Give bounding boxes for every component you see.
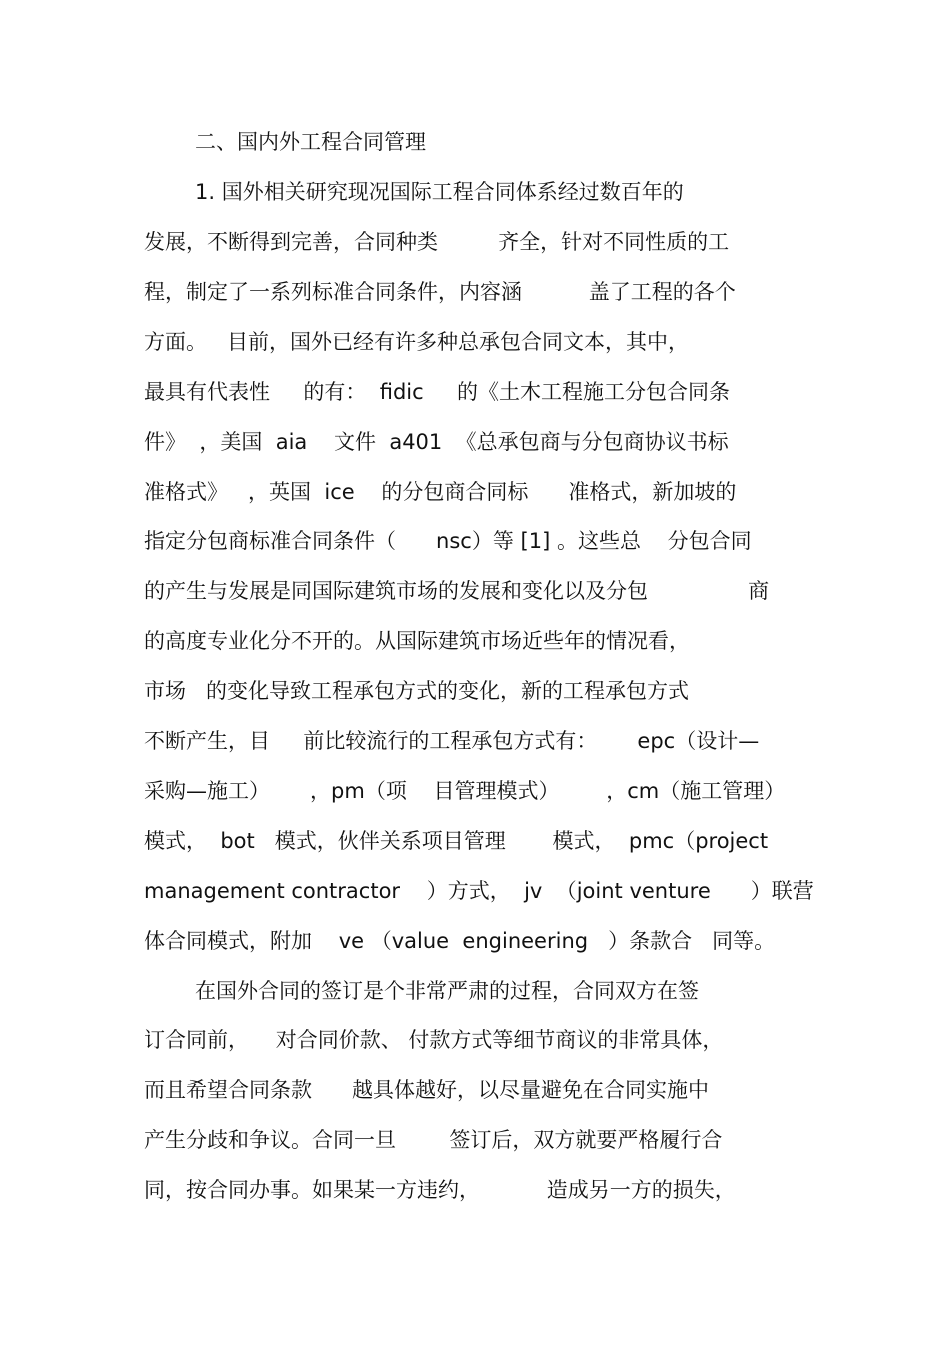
paragraph-line: 的高度专业化分不开的。从国际建筑市场近些年的情况看，	[144, 629, 690, 653]
paragraph-line: 1. 国外相关研究现况国际工程合同体系经过数百年的	[195, 180, 684, 204]
paragraph-line: 采购—施工） ，pm（项 目管理模式） ，cm（施工管理）	[144, 779, 786, 803]
paragraph-line: 产生分歧和争议。合同一旦 签订后，双方就要严格履行合	[144, 1128, 723, 1152]
paragraph-line: 发展，不断得到完善，合同种类 齐全，针对不同性质的工	[144, 230, 730, 254]
section-heading: 二、国内外工程合同管理	[195, 130, 426, 154]
paragraph-line: 最具有代表性 的有： fidic 的《土木工程施工分包合同条	[144, 380, 731, 404]
paragraph-line: 方面。 目前，国外已经有许多种总承包合同文本，其中，	[144, 330, 690, 354]
paragraph-line: 准格式》 ，英国 ice 的分包商合同标 准格式，新加坡的	[144, 480, 737, 504]
paragraph-line: management contractor ）方式， jv （joint venture ）联营	[144, 879, 814, 903]
paragraph-line: 体合同模式，附加 ve （value engineering ）条款合 同等。	[144, 929, 776, 953]
paragraph-line: 订合同前， 对合同价款、 付款方式等细节商议的非常具体，	[144, 1028, 724, 1052]
paragraph-line: 市场 的变化导致工程承包方式的变化，新的工程承包方式	[144, 679, 690, 703]
paragraph-line: 不断产生，目 前比较流行的工程承包方式有： epc（设计—	[144, 729, 760, 753]
paragraph-line: 指定分包商标准合同条件（ nsc）等 [1] 。这些总 分包合同	[144, 529, 752, 553]
paragraph-line: 而且希望合同条款 越具体越好，以尽量避免在合同实施中	[144, 1078, 710, 1102]
paragraph-line: 模式， bot 模式，伙伴关系项目管理 模式， pmc（project	[144, 829, 769, 853]
paragraph-line: 程，制定了一系列标准合同条件，内容涵 盖了工程的各个	[144, 280, 736, 304]
paragraph-line: 同，按合同办事。如果某一方违约， 造成另一方的损失，	[144, 1178, 736, 1202]
paragraph-line: 在国外合同的签订是个非常严肃的过程，合同双方在签	[195, 979, 699, 1003]
paragraph-line: 的产生与发展是同国际建筑市场的发展和变化以及分包 商	[144, 579, 770, 603]
paragraph-line: 件》 ，美国 aia 文件 a401 《总承包商与分包商协议书标	[144, 430, 729, 454]
